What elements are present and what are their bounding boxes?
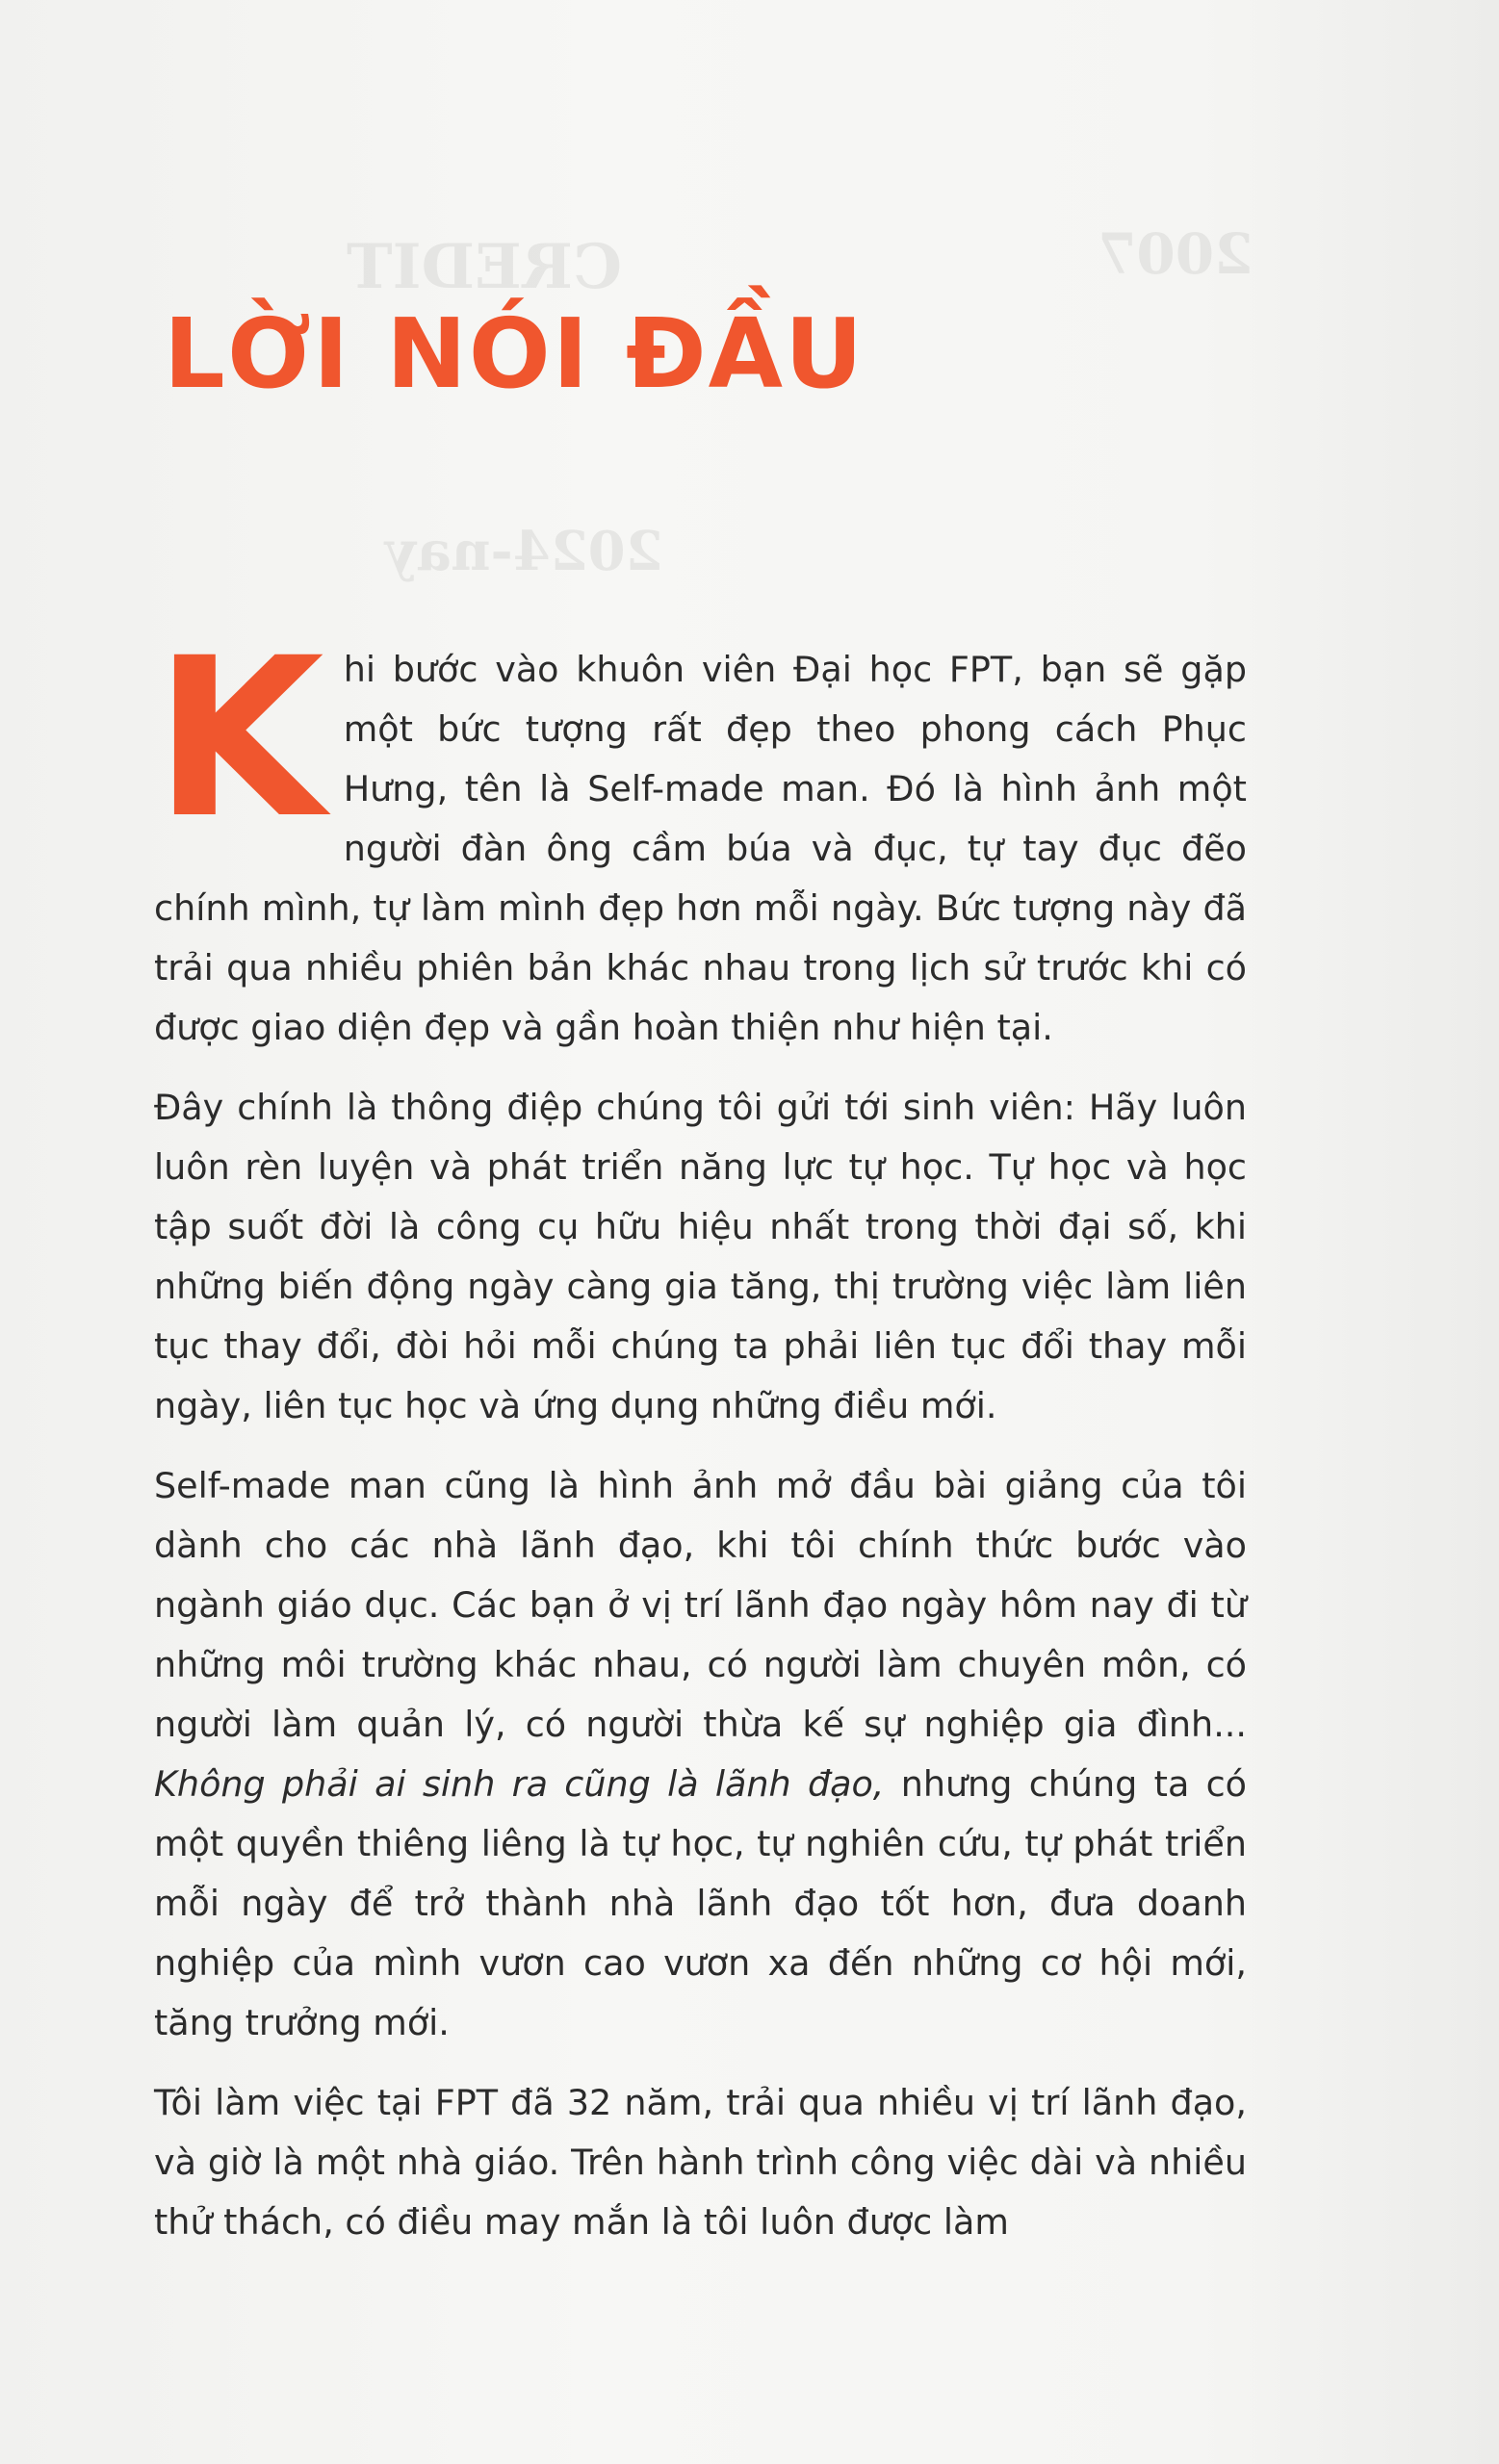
paragraph-3 [154, 1456, 1247, 2053]
bleed-through-text-3: 2007 [1098, 221, 1253, 287]
bleed-through-text-2: 2024-nay [385, 520, 663, 583]
paragraph-3-text-before: Self-made man cũng là hình ảnh mở đầu bài giảng của tôi dành cho các nhà lãnh đạo, khi tôi chính thức bước vào ngành giáo dục. Các bạn ở vị trí lãnh đạo ngày hôm nay đi từ những môi trường khác nhau, có người làm chuyên môn, có người làm quản lý, có người thừa kế sự nghiệp gia đình... [154, 1465, 1247, 1745]
page-title: LỜI NÓI ĐẦU [164, 297, 866, 410]
paragraph-3-text-after: nhưng chúng ta có một quyền thiêng liêng là tự học, tự nghiên cứu, tự phát triển mỗi ngày để trở thành nhà lãnh đạo tốt hơn, đưa doanh nghiệp của mình vươn cao vươn xa đến những cơ hội mới, tăng trưởng mới. [154, 1763, 1248, 2043]
bleed-through-text-1: CREDIT [347, 231, 622, 303]
drop-cap: K [154, 610, 324, 866]
body-text [154, 610, 1248, 2272]
paragraph-3-italic-quote: Không phải ai sinh ra cũng là lãnh đạo, [154, 1763, 885, 1805]
paragraph-1-text: hi bước vào khuôn viên Đại học FPT, bạn sẽ gặp một bức tượng rất đẹp theo phong cách Phục Hưng, tên là Self-made man. Đó là hình ảnh một người đàn ông cầm búa và đục, tự tay đục đẽo chính mình, tự làm mình đẹp hơn mỗi ngày. Bức tượng này đã trải qua nhiều phiên bản khác nhau trong lịch sử trước khi có được giao diện đẹp và gần hoàn thiện như hiện tại. [154, 649, 1247, 1048]
paragraph-4: Tôi làm việc tại FPT đã 32 năm, trải qua nhiều vị trí lãnh đạo, và giờ là một nhà giáo. Trên hành trình công việc dài và nhiều thử thách, có điều may mắn là tôi luôn được làm [154, 2082, 1247, 2243]
paragraph-2: Đây chính là thông điệp chúng tôi gửi tới sinh viên: Hãy luôn luôn rèn luyện và phát triển năng lực tự học. Tự học và học tập suốt đời là công cụ hữu hiệu nhất trong thời đại số, khi những biến động ngày càng gia tăng, thị trường việc làm liên tục thay đổi, đòi hỏi mỗi chúng ta phải liên tục đổi thay mỗi ngày, liên tục học và ứng dụng những điều mới. [154, 1087, 1247, 1426]
paragraph-1 [154, 610, 1247, 1058]
